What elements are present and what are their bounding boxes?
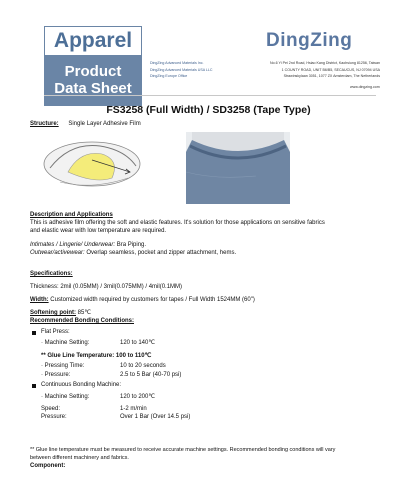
- fabric-sample-image: [186, 132, 290, 204]
- continuous-machine-setting-value: 120 to 200℃: [120, 394, 156, 400]
- footnote-line-2: between different machinery and fabrics.: [30, 455, 129, 461]
- address-company: DingZing Advanced Materials Inc.: [150, 61, 204, 65]
- continuous-pressure-value: Over 1 Bar (Over 14.5 psi): [120, 414, 191, 420]
- address-text: Strawinskylaan 3051, 1077 ZX Amsterdam, The Netherlands: [283, 74, 380, 78]
- continuous-bonding-heading: Continuous Bonding Machine:: [41, 382, 122, 388]
- badge-apparel: Apparel: [44, 26, 142, 56]
- structure-label: Structure:: [30, 121, 59, 127]
- application-label: Outwear/activewear:: [30, 250, 85, 256]
- product-data-sheet-badge: [44, 26, 142, 106]
- width-label: Width:: [30, 297, 49, 303]
- glue-line-temperature: ** Glue Line Temperature: 100 to 110℃: [41, 353, 152, 359]
- application-label: Intimates / Lingerie/ Underwear:: [30, 242, 116, 248]
- page-title: FS3258 (Full Width) / SD3258 (Tape Type): [106, 104, 311, 116]
- bonding-heading: Recommended Bonding Conditions:: [30, 318, 134, 324]
- bullet-icon: [32, 384, 36, 388]
- flat-pressure-value: 2.5 to 5 Bar (40-70 psi): [120, 372, 182, 378]
- structure-row: [30, 120, 141, 128]
- address-text: No.6 Yi Pei 2nd Road, Hsiao Kang District, Kaohsiung 81256, Taiwan: [269, 61, 380, 65]
- badge-line-2: Data Sheet: [54, 80, 132, 97]
- continuous-machine-setting-label: · Machine Setting:: [41, 394, 90, 400]
- pressing-time-label: · Pressing Time:: [41, 363, 85, 369]
- application-value: Bra Piping.: [115, 242, 147, 248]
- structure-value: Single Layer Adhesive Film: [68, 121, 141, 127]
- flat-pressure-label: · Pressure:: [41, 372, 71, 378]
- softening-label: Softening point:: [30, 310, 76, 316]
- badge-line-1: Product: [64, 63, 122, 80]
- application-intimates: [30, 241, 146, 249]
- bullet-icon: [32, 331, 36, 335]
- thickness-spec: Thickness: 2mil (0.05MM) / 3mil(0.075MM) / 4mil(0.1MM): [30, 284, 183, 290]
- application-outwear: [30, 249, 236, 257]
- website-link[interactable]: www.dingzing.com: [350, 85, 380, 89]
- company-addresses: [150, 60, 380, 80]
- address-company: DingZing Europe Office: [150, 74, 188, 78]
- specifications-heading: Specifications:: [30, 271, 73, 277]
- badge-product-data-sheet: [44, 56, 142, 106]
- softening-value: 85℃: [76, 310, 92, 316]
- bra-illustration-image: [40, 132, 142, 192]
- flat-machine-setting-value: 120 to 140℃: [120, 340, 156, 346]
- width-value: Customized width required by customers for tapes / Full Width 1524MM (60"): [48, 297, 255, 303]
- dingzing-logo: DingZing: [266, 30, 353, 51]
- softening-spec: [30, 309, 91, 317]
- width-spec: [30, 296, 255, 304]
- flat-machine-setting-label: · Machine Setting:: [41, 340, 90, 346]
- description-heading: Description and Applications: [30, 212, 113, 218]
- application-value: Overlap seamless, pocket and zipper attachment, hems.: [84, 250, 237, 256]
- footnote-line-1: ** Glue line temperature must be measured to receive accurate machine settings. Recommended bonding conditions will vary: [30, 447, 336, 453]
- description-line-1: This is adhesive film offering the soft and elastic features. It's solution for those applications on sensitive fabrics: [30, 220, 325, 226]
- address-company: DingZing Advanced Materials USA LLC: [150, 67, 213, 72]
- header-divider: [44, 95, 376, 96]
- address-text: 1 COUNTY ROAD, UNIT B6/B5, SECAUCUS, NJ 07094 USA: [281, 67, 380, 72]
- flat-press-heading: Flat Press:: [41, 329, 70, 335]
- address-row: [150, 73, 380, 80]
- description-line-2: and elastic wear with low temperature are required.: [30, 228, 167, 234]
- speed-value: 1-2 m/min: [120, 406, 147, 412]
- component-heading: Component:: [30, 463, 66, 469]
- pressing-time-value: 10 to 20 seconds: [120, 363, 166, 369]
- continuous-pressure-label: Pressure:: [41, 414, 67, 420]
- speed-label: Speed:: [41, 406, 61, 412]
